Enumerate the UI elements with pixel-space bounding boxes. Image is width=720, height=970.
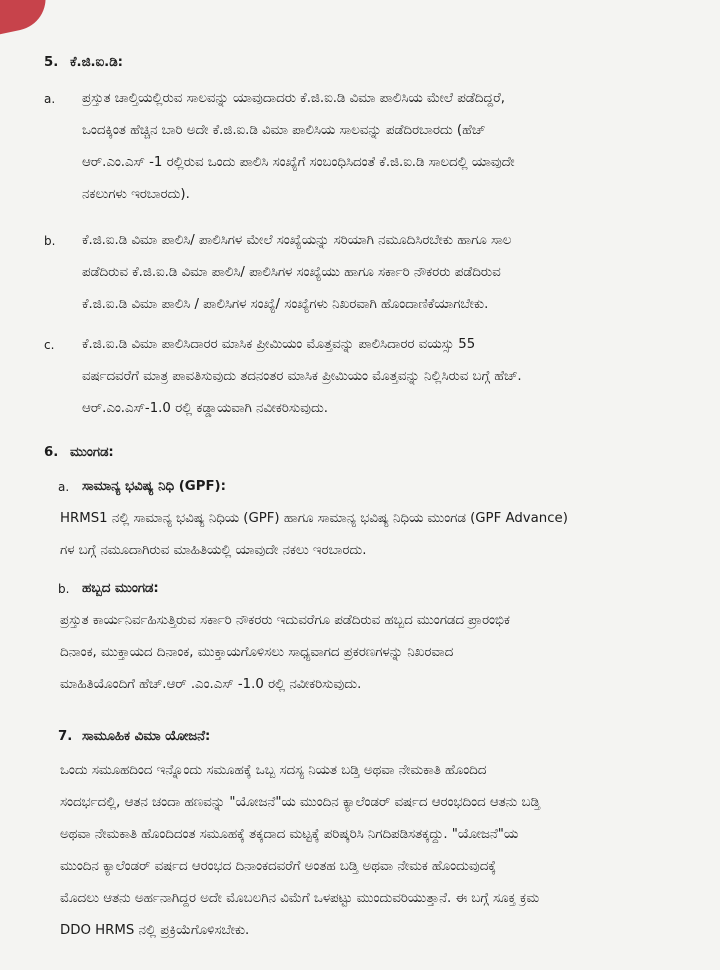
section-6a-marker: a. [58,480,70,494]
section-5a-line-4: ನಕಲುಗಳು ಇರಬಾರದು). [82,187,190,202]
section-5-heading: ಕೆ.ಜಿ.ಐ.ಡಿ: [70,55,123,70]
section-6a-line-1: HRMS1 ನಲ್ಲಿ ಸಾಮಾನ್ಯ ಭವಿಷ್ಯ ನಿಧಿಯ (GPF) ಹಾಗೂ ಸಾಮಾನ್ಯ ಭವಿಷ್ಯ ನಿಧಿಯ ಮುಂಗಡ (GPF Advance) [60,511,568,526]
section-6-heading: ಮುಂಗಡ: [70,445,114,460]
section-5a-line-2: ಒಂದಕ್ಕಿಂತ ಹೆಚ್ಚಿನ ಬಾರಿ ಅದೇ ಕೆ.ಜಿ.ಐ.ಡಿ ವಿಮಾ ಪಾಲಿಸಿಯ ಸಾಲವನ್ನು ಪಡೆದಿರಬಾರದು (ಹೆಚ್ [82,123,486,138]
section-5a-line-1: ಪ್ರಸ್ತುತ ಚಾಲ್ತಿಯಲ್ಲಿರುವ ಸಾಲವನ್ನು ಯಾವುದಾದರು ಕೆ.ಜಿ.ಐ.ಡಿ ವಿಮಾ ಪಾಲಿಸಿಯ ಮೇಲೆ ಪಡೆದಿದ್ದರೆ, [82,91,505,106]
section-6a-line-2: ಗಳ ಬಗ್ಗೆ ನಮೂದಾಗಿರುವ ಮಾಹಿತಿಯಲ್ಲಿ ಯಾವುದೇ ನಕಲು ಇರಬಾರದು. [60,543,367,558]
section-6a-title: ಸಾಮಾನ್ಯ ಭವಿಷ್ಯ ನಿಧಿ (GPF): [82,479,226,494]
section-6-number: 6. [44,445,59,460]
section-7-line-5: ಮೊದಲು ಆತನು ಅರ್ಹನಾಗಿದ್ದರ ಅದೇ ಮೊಬಲಗಿನ ವಿಮೆಗೆ ಒಳಪಟ್ಟು ಮುಂದುವರಿಯುತ್ತಾನೆ. ಈ ಬಗ್ಗೆ ಸೂಕ್ತ ಕ್ರಮ [60,891,540,906]
section-5-number: 5. [44,55,59,70]
section-7-line-1: ಒಂದು ಸಮೂಹದಿಂದ ಇನ್ನೊಂದು ಸಮೂಹಕ್ಕೆ ಒಬ್ಬ ಸದಸ್ಯ ನಿಯತ ಬಡ್ತಿ ಅಥವಾ ನೇಮಕಾತಿ ಹೊಂದಿದ [60,763,487,778]
section-6b-line-1: ಪ್ರಸ್ತುತ ಕಾರ್ಯನಿರ್ವಹಿಸುತ್ತಿರುವ ಸರ್ಕಾರಿ ನೌಕರರು ಇದುವರೆಗೂ ಪಡೆದಿರುವ ಹಬ್ಬದ ಮುಂಗಡದ ಪ್ರಾರಂಭಿಕ [60,613,510,628]
section-6b-line-2: ದಿನಾಂಕ, ಮುಕ್ತಾಯದ ದಿನಾಂಕ, ಮುಕ್ತಾಯಗೊಳಿಸಲು ಸಾಧ್ಯವಾಗದ ಪ್ರಕರಣಗಳನ್ನು ನಿಖರವಾದ [60,645,454,660]
section-5c-line-2: ವರ್ಷದವರೆಗೆ ಮಾತ್ರ ಪಾವತಿಸುವುದು ತದನಂತರ ಮಾಸಿಕ ಪ್ರೀಮಿಯಂ ಮೊತ್ತವನ್ನು ನಿಲ್ಲಿಸಿರುವ ಬಗ್ಗೆ ಹೆಚ್. [82,369,522,384]
section-6b-line-3: ಮಾಹಿತಿಯೊಂದಿಗೆ ಹೆಚ್.ಆರ್ .ಎಂ.ಎಸ್ -1.0 ರಲ್ಲಿ ನವೀಕರಿಸುವುದು. [60,677,362,692]
section-5b-line-1: ಕೆ.ಜಿ.ಐ.ಡಿ ವಿಮಾ ಪಾಲಿಸಿ/ ಪಾಲಿಸಿಗಳ ಮೇಲೆ ಸಂಖ್ಯೆಯನ್ನು ಸರಿಯಾಗಿ ನಮೂದಿಸಿರಬೇಕು ಹಾಗೂ ಸಾಲ [82,233,512,248]
section-5c-line-3: ಆರ್.ಎಂ.ಎಸ್-1.0 ರಲ್ಲಿ ಕಡ್ಡಾಯವಾಗಿ ನವೀಕರಿಸುವುದು. [82,401,328,416]
section-5a-marker: a. [44,92,56,106]
section-7-line-2: ಸಂದರ್ಭದಲ್ಲಿ, ಆತನ ಚಂದಾ ಹಣವನ್ನು "ಯೋಜನೆ"ಯ ಮುಂದಿನ ಕ್ಯಾಲೆಂಡರ್ ವರ್ಷದ ಆರಂಭದಿಂದ ಆತನು ಬಡ್ತಿ [60,795,541,810]
section-5b-line-2: ಪಡೆದಿರುವ ಕೆ.ಜಿ.ಐ.ಡಿ ವಿಮಾ ಪಾಲಿಸಿ/ ಪಾಲಿಸಿಗಳ ಸಂಖ್ಯೆಯು ಹಾಗೂ ಸರ್ಕಾರಿ ನೌಕರರು ಪಡೆದಿರುವ [82,265,501,280]
section-5b-marker: b. [44,234,56,248]
section-6b-title: ಹಬ್ಬದ ಮುಂಗಡ: [82,581,159,596]
section-7-line-3: ಅಥವಾ ನೇಮಕಾತಿ ಹೊಂದಿದಂತ ಸಮೂಹಕ್ಕೆ ತಕ್ಕದಾದ ಮಟ್ಟಕ್ಕೆ ಪರಿಷ್ಕರಿಸಿ ನಿಗದಿಪಡಿಸತಕ್ಕದ್ದು. "ಯೋಜನೆ"ಯ [60,827,519,842]
section-7-number: 7. [58,729,73,744]
section-7-line-4: ಮುಂದಿನ ಕ್ಯಾಲೆಂಡರ್ ವರ್ಷದ ಆರಂಭದ ದಿನಾಂಕದವರೆಗೆ ಅಂತಹ ಬಡ್ತಿ ಅಥವಾ ನೇಮಕ ಹೊಂದುವುದಕ್ಕೆ [60,859,497,874]
section-5b-line-3: ಕೆ.ಜಿ.ಐ.ಡಿ ವಿಮಾ ಪಾಲಿಸಿ / ಪಾಲಿಸಿಗಳ ಸಂಖ್ಯೆ/ ಸಂಖ್ಯೆಗಳು ನಿಖರವಾಗಿ ಹೊಂದಾಣಿಕೆಯಾಗಬೇಕು. [82,297,489,312]
section-5c-marker: c. [44,338,55,352]
section-7-heading: ಸಾಮೂಹಿಕ ವಿಮಾ ಯೋಜನೆ: [82,729,211,744]
section-6b-marker: b. [58,582,70,596]
section-7-line-6: DDO HRMS ನಲ್ಲಿ ಪ್ರಕ್ರಿಯೆಗೊಳಿಸಬೇಕು. [60,923,250,938]
section-5c-line-1: ಕೆ.ಜಿ.ಐ.ಡಿ ವಿಮಾ ಪಾಲಿಸಿದಾರರ ಮಾಸಿಕ ಪ್ರೀಮಿಯಂ ಮೊತ್ತವನ್ನು ಪಾಲಿಸಿದಾರರ ವಯಸ್ಸು 55 [82,337,476,352]
section-5a-line-3: ಆರ್.ಎಂ.ಎಸ್ -1 ರಲ್ಲಿರುವ ಒಂದು ಪಾಲಿಸಿ ಸಂಖ್ಯೆಗೆ ಸಂಬಂಧಿಸಿದಂತೆ ಕೆ.ಜಿ.ಐ.ಡಿ ಸಾಲದಲ್ಲಿ ಯಾವುದೇ [82,155,515,170]
